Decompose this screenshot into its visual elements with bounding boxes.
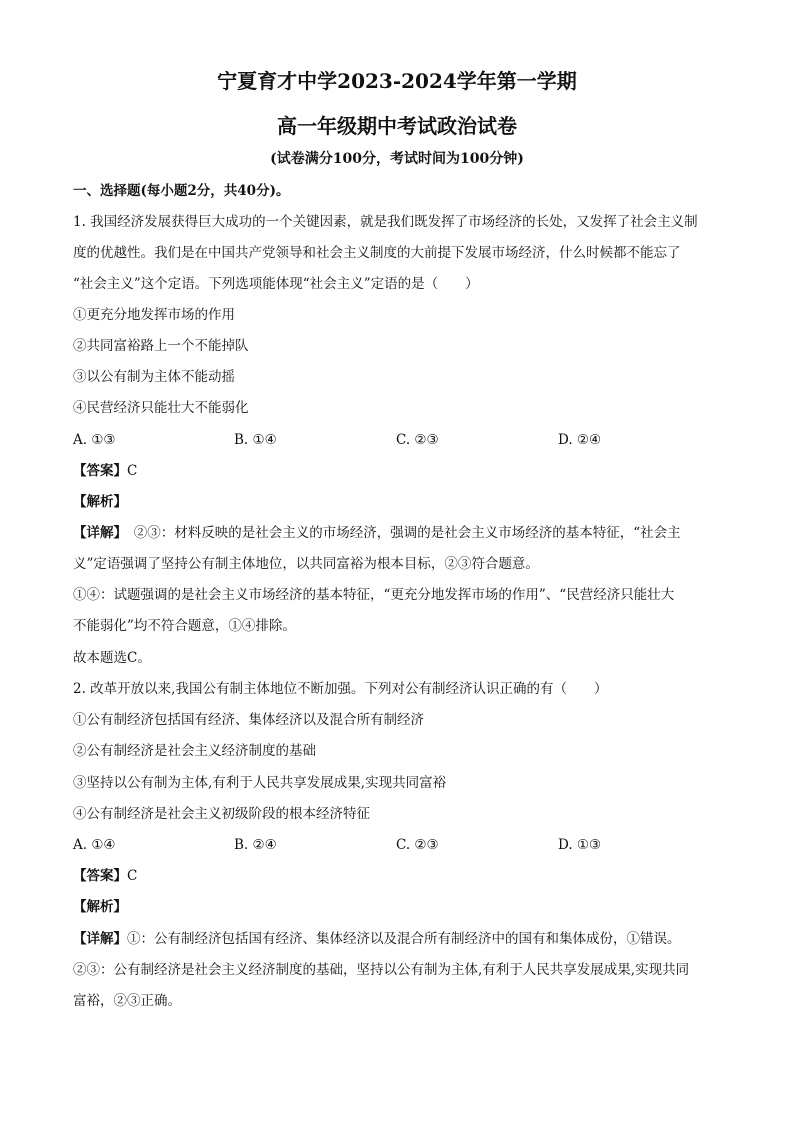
q1-analysis (73, 492, 127, 512)
q2-option-c: C. ②③ (396, 837, 439, 853)
q1-item-1: ①更充分地发挥市场的作用 (73, 307, 235, 323)
q1-item-4: ④民营经济只能壮大不能弱化 (73, 400, 249, 416)
q1-detail-line2: 义”定语强调了坚持公有制主体地位，以共同富裕为根本目标，②③符合题意。 (73, 556, 539, 572)
q2-detail-line2: ②③：公有制经济是社会主义经济制度的基础，坚持以公有制为主体,有利于人民共享发展成果,实现共同 (73, 962, 690, 978)
q2-analysis (73, 897, 127, 917)
q1-option-b: B. ①④ (234, 432, 277, 448)
q1-item-3: ③以公有制为主体不能动摇 (73, 369, 235, 385)
q1-conclusion: 故本题选C。 (73, 650, 151, 666)
q2-detail-line1 (73, 929, 681, 949)
q2-option-d: D. ①③ (558, 837, 602, 853)
q1-item-2: ②共同富裕路上一个不能掉队 (73, 338, 249, 354)
q1-answer-value: C (127, 463, 138, 479)
exam-subtitle: (试卷满分100分，考试时间为100分钟) (270, 151, 524, 167)
q2-detail-text1: ①：公有制经济包括国有经济、集体经济以及混合所有制经济中的国有和集体成份，①错误。 (127, 931, 681, 947)
q1-stem-line3: “社会主义”这个定语。下列选项能体现“社会主义”定语的是（ ） (73, 276, 479, 292)
q2-answer-value: C (127, 868, 138, 884)
q1-answer (73, 461, 137, 481)
q2-detail-line3: 富裕，②③正确。 (73, 993, 181, 1009)
section-heading: 一、选择题(每小题2分，共40分)。 (73, 183, 290, 199)
q1-option-a: A. ①③ (73, 432, 116, 448)
q1-detail-text1: ②③：材料反映的是社会主义的市场经济，强调的是社会主义市场经济的基本特征，“社会主 (120, 525, 681, 541)
q2-item-1: ①公有制经济包括国有经济、集体经济以及混合所有制经济 (73, 712, 424, 728)
q2-answer-label: 【答案】 (73, 868, 127, 884)
q1-detail-line3: ①④：试题强调的是社会主义市场经济的基本特征，“更充分地发挥市场的作用”、“民营经济只能壮大 (73, 587, 675, 603)
q1-option-c: C. ②③ (396, 432, 439, 448)
q1-option-d: D. ②④ (558, 432, 602, 448)
q2-option-a: A. ①④ (73, 837, 116, 853)
q1-stem-line2: 度的优越性。我们是在中国共产党领导和社会主义制度的大前提下发展市场经济，什么时候都不能忘了 (73, 245, 681, 261)
q1-detail-line4: 不能弱化”均不符合题意，①④排除。 (73, 618, 296, 634)
q1-detail-line1 (73, 523, 681, 543)
exam-title-line2: 高一年级期中考试政治试卷 (277, 114, 517, 138)
q2-stem-line1: 2. 改革开放以来,我国公有制主体地位不断加强。下列对公有制经济认识正确的有（ ） (73, 681, 608, 697)
q2-item-4: ④公有制经济是社会主义初级阶段的根本经济特征 (73, 806, 370, 822)
q2-analysis-label: 【解析】 (73, 899, 127, 915)
q2-item-3: ③坚持以公有制为主体,有利于人民共享发展成果,实现共同富裕 (73, 775, 447, 791)
q1-analysis-label: 【解析】 (73, 494, 127, 510)
q2-detail-label: 【详解】 (73, 931, 127, 947)
exam-title-line1: 宁夏育才中学2023-2024学年第一学期 (217, 69, 577, 93)
q1-stem-line1: 1. 我国经济发展获得巨大成功的一个关键因素，就是我们既发挥了市场经济的长处，又发挥了社会主义制 (73, 214, 698, 230)
q1-answer-label: 【答案】 (73, 463, 127, 479)
q1-detail-label: 【详解】 (73, 525, 121, 541)
q2-option-b: B. ②④ (234, 837, 277, 853)
q2-answer (73, 866, 137, 886)
q2-item-2: ②公有制经济是社会主义经济制度的基础 (73, 743, 316, 759)
